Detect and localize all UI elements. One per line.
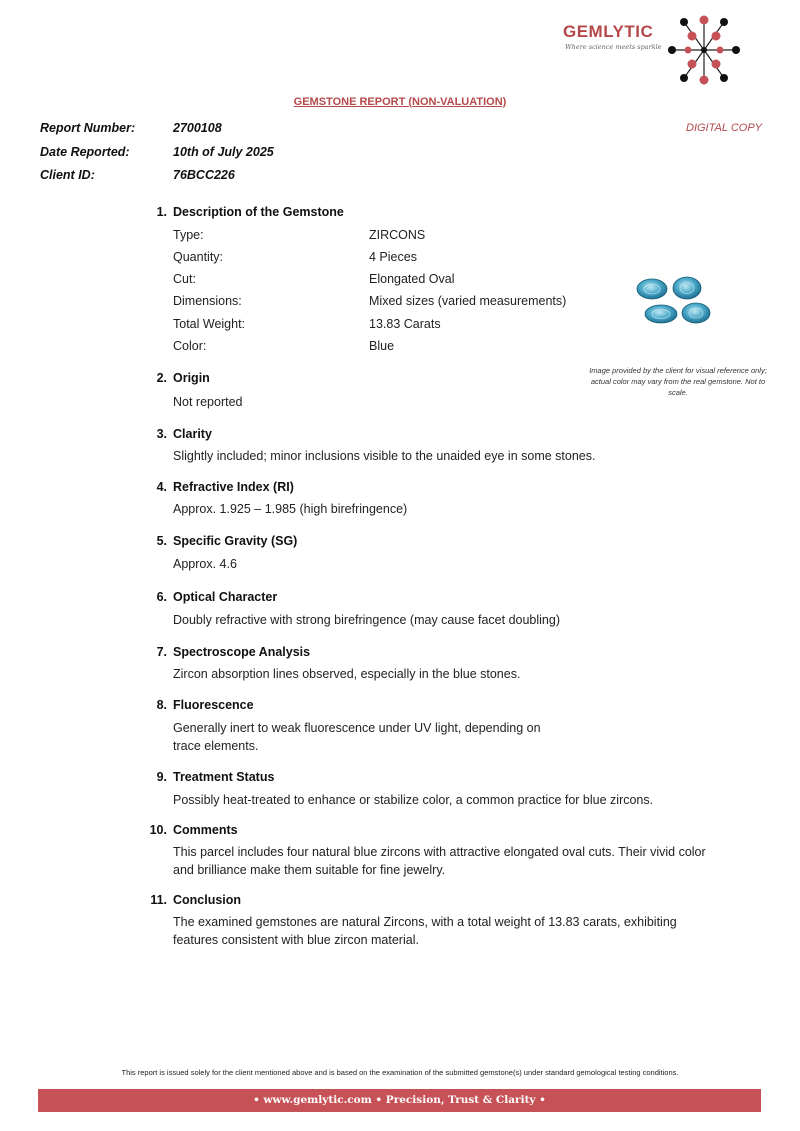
conclusion-text-line: The examined gemstones are natural Zircons, with a total weight of 13.83 carats, exhibiting: [173, 915, 677, 929]
section-title-optical-character: Optical Character: [173, 590, 278, 604]
optical-character-text: Doubly refractive with strong birefringence (may cause facet doubling): [173, 613, 560, 627]
spectroscope-text: Zircon absorption lines observed, especially in the blue stones.: [173, 667, 521, 681]
section-title-specific-gravity: Specific Gravity (SG): [173, 534, 298, 548]
comments-text-line: This parcel includes four natural blue zircons with attractive elongated oval cuts. Their vivid color: [173, 845, 706, 859]
quantity-label: Quantity:: [173, 250, 224, 264]
fluorescence-text-line: Generally inert to weak fluorescence under UV light, depending on: [173, 721, 541, 735]
date-reported-value: 10th of July 2025: [173, 145, 274, 159]
section-number: 4.: [156, 480, 167, 494]
client-id-label: Client ID:: [40, 168, 95, 182]
section-title-spectroscope: Spectroscope Analysis: [173, 645, 311, 659]
treatment-text: Possibly heat-treated to enhance or stabilize color, a common practice for blue zircons.: [173, 793, 654, 807]
client-id-value: 76BCC226: [173, 168, 235, 182]
image-caption: Image provided by the client for visual reference only; actual color may vary from the real gemstone. Not to scale.: [589, 366, 767, 397]
footer-bar: [38, 1089, 761, 1112]
section-number: 6.: [156, 590, 167, 604]
total-weight-label: Total Weight:: [173, 317, 246, 331]
color-label: Color:: [173, 339, 207, 353]
section-title-description: Description of the Gemstone: [173, 205, 344, 219]
report-number-label: Report Number:: [40, 121, 136, 135]
section-number: 10.: [149, 823, 167, 837]
report-number-value: 2700108: [173, 121, 222, 135]
comments-text-line: and brilliance make them suitable for fine jewelry.: [173, 863, 446, 877]
specific-gravity-text: Approx. 4.6: [173, 557, 237, 571]
section-title-treatment: Treatment Status: [173, 770, 275, 784]
section-title-refractive-index: Refractive Index (RI): [173, 480, 294, 494]
section-number: 3.: [156, 427, 167, 441]
section-number: 2.: [156, 371, 167, 385]
section-number: 7.: [156, 645, 167, 659]
color-value: Blue: [369, 339, 395, 353]
section-number: 1.: [156, 205, 167, 219]
type-value: ZIRCONS: [369, 228, 426, 242]
origin-text: Not reported: [173, 395, 243, 409]
section-title-comments: Comments: [173, 823, 238, 837]
section-title-clarity: Clarity: [173, 427, 212, 441]
footer-bar-text: • www.gemlytic.com • Precision, Trust & Clarity •: [253, 1094, 546, 1106]
section-number: 9.: [156, 770, 167, 784]
cut-value: Elongated Oval: [369, 272, 455, 286]
brand-logo-icon: [664, 14, 744, 86]
section-title-conclusion: Conclusion: [173, 893, 242, 907]
cut-label: Cut:: [173, 272, 196, 286]
section-number: 11.: [150, 893, 167, 907]
dimensions-label: Dimensions:: [173, 294, 242, 308]
section-title-origin: Origin: [173, 371, 210, 385]
conclusion-text-line: features consistent with blue zircon material.: [173, 933, 419, 947]
refractive-index-text: Approx. 1.925 – 1.985 (high birefringence): [173, 502, 408, 516]
clarity-text: Slightly included; minor inclusions visible to the unaided eye in some stones.: [173, 449, 596, 463]
digital-copy-label: DIGITAL COPY: [686, 122, 763, 134]
dimensions-value: Mixed sizes (varied measurements): [369, 294, 567, 308]
quantity-value: 4 Pieces: [369, 250, 417, 264]
fluorescence-text-line: trace elements.: [173, 739, 259, 753]
footer-disclaimer: This report is issued solely for the client mentioned above and is based on the examination of the submitted gemstone(s) under standard gemological testing conditions.: [121, 1068, 679, 1077]
total-weight-value: 13.83 Carats: [369, 317, 441, 331]
brand-logo-name: GEMLYTIC: [563, 22, 654, 41]
report-title: GEMSTONE REPORT (NON-VALUATION): [293, 96, 507, 108]
type-label: Type:: [173, 228, 204, 242]
section-number: 8.: [156, 698, 167, 712]
gemstone-image: [632, 274, 718, 328]
section-number: 5.: [156, 534, 167, 548]
section-title-fluorescence: Fluorescence: [173, 698, 254, 712]
date-reported-label: Date Reported:: [40, 145, 130, 159]
brand-tagline: Where science meets sparkle: [565, 43, 662, 51]
